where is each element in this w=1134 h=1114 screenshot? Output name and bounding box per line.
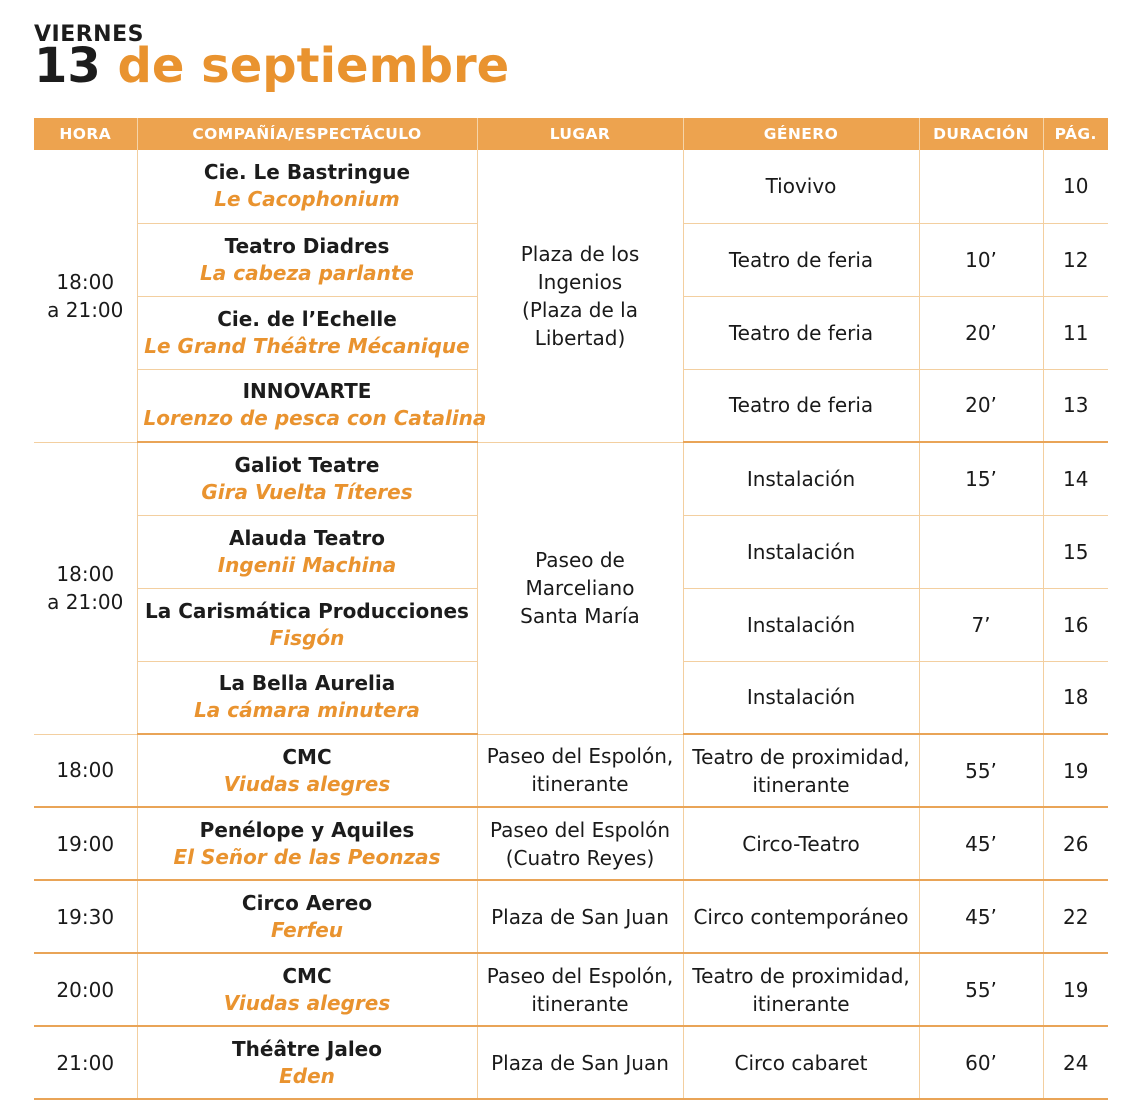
time-cell: 18:00 a 21:00 bbox=[34, 150, 137, 442]
venue-cell: Paseo del Espolón, itinerante bbox=[477, 953, 683, 1026]
company-cell bbox=[137, 588, 477, 661]
venue-cell: Paseo del Espolón (Cuatro Reyes) bbox=[477, 807, 683, 880]
time-cell: 19:00 bbox=[34, 807, 137, 880]
page-cell: 16 bbox=[1043, 588, 1108, 661]
column-header-pag: PÁG. bbox=[1043, 118, 1108, 150]
duration-cell: 10’ bbox=[919, 223, 1043, 296]
company-name: La Bella Aurelia bbox=[218, 671, 396, 696]
show-title: El Señor de las Peonzas bbox=[173, 844, 441, 869]
genre-cell: Instalación bbox=[683, 442, 919, 515]
company-cell bbox=[137, 150, 477, 223]
table-row bbox=[34, 880, 1108, 953]
company-cell bbox=[137, 223, 477, 296]
page-cell: 15 bbox=[1043, 515, 1108, 588]
duration-cell: 20’ bbox=[919, 369, 1043, 442]
company-cell bbox=[137, 953, 477, 1026]
day-number: 13 bbox=[34, 38, 101, 94]
page-cell: 19 bbox=[1043, 734, 1108, 807]
show-title: La cabeza parlante bbox=[200, 260, 414, 285]
duration-cell: 60’ bbox=[919, 1026, 1043, 1099]
table-header-row bbox=[34, 118, 1108, 150]
show-title: Ingenii Machina bbox=[217, 552, 397, 577]
genre-cell: Teatro de feria bbox=[683, 296, 919, 369]
company-name: La Carismática Producciones bbox=[145, 598, 469, 623]
column-header-compania: COMPAÑÍA/ESPECTÁCULO bbox=[137, 118, 477, 150]
genre-cell: Teatro de feria bbox=[683, 223, 919, 296]
page-cell: 22 bbox=[1043, 880, 1108, 953]
duration-cell: 55’ bbox=[919, 734, 1043, 807]
company-cell bbox=[137, 807, 477, 880]
venue-cell: Paseo del Espolón, itinerante bbox=[477, 734, 683, 807]
show-title: Le Grand Théâtre Mécanique bbox=[144, 333, 470, 358]
company-cell bbox=[137, 296, 477, 369]
company-name: Penélope y Aquiles bbox=[199, 817, 415, 842]
company-cell bbox=[137, 661, 477, 734]
duration-cell bbox=[919, 661, 1043, 734]
table-row bbox=[34, 807, 1108, 880]
time-cell: 21:00 bbox=[34, 1026, 137, 1099]
time-cell: 18:00 bbox=[34, 734, 137, 807]
genre-cell: Instalación bbox=[683, 515, 919, 588]
show-title: Ferfeu bbox=[270, 917, 344, 942]
duration-cell: 55’ bbox=[919, 953, 1043, 1026]
page-cell: 26 bbox=[1043, 807, 1108, 880]
page-cell: 19 bbox=[1043, 953, 1108, 1026]
time-cell: 18:00 a 21:00 bbox=[34, 442, 137, 734]
duration-cell: 7’ bbox=[919, 588, 1043, 661]
company-name: Galiot Teatre bbox=[234, 452, 380, 477]
genre-cell: Circo cabaret bbox=[683, 1026, 919, 1099]
genre-cell: Teatro de proximidad, itinerante bbox=[683, 953, 919, 1026]
column-header-genero: GÉNERO bbox=[683, 118, 919, 150]
table-row bbox=[34, 150, 1108, 223]
venue-cell: Paseo de Marceliano Santa María bbox=[477, 442, 683, 734]
schedule-table bbox=[34, 118, 1108, 1100]
table-row bbox=[34, 953, 1108, 1026]
time-cell: 19:30 bbox=[34, 880, 137, 953]
genre-cell: Circo-Teatro bbox=[683, 807, 919, 880]
table-row bbox=[34, 442, 1108, 515]
month-text: de septiembre bbox=[117, 38, 510, 94]
company-name: Teatro Diadres bbox=[224, 233, 390, 258]
page-cell: 11 bbox=[1043, 296, 1108, 369]
company-name: Cie. Le Bastringue bbox=[203, 160, 411, 185]
duration-cell: 45’ bbox=[919, 880, 1043, 953]
duration-cell: 20’ bbox=[919, 296, 1043, 369]
show-title: Viudas alegres bbox=[223, 990, 391, 1015]
page-cell: 18 bbox=[1043, 661, 1108, 734]
column-header-lugar: LUGAR bbox=[477, 118, 683, 150]
table-row bbox=[34, 734, 1108, 807]
show-title: La cámara minutera bbox=[194, 698, 420, 723]
company-cell bbox=[137, 515, 477, 588]
company-name: Alauda Teatro bbox=[228, 525, 386, 550]
genre-cell: Teatro de proximidad, itinerante bbox=[683, 734, 919, 807]
column-header-hora: HORA bbox=[34, 118, 137, 150]
table-row bbox=[34, 1026, 1108, 1099]
page-cell: 10 bbox=[1043, 150, 1108, 223]
page-cell: 14 bbox=[1043, 442, 1108, 515]
show-title: Gira Vuelta Títeres bbox=[201, 479, 413, 504]
venue-cell: Plaza de San Juan bbox=[477, 1026, 683, 1099]
genre-cell: Circo contemporáneo bbox=[683, 880, 919, 953]
page-cell: 13 bbox=[1043, 369, 1108, 442]
venue-cell: Plaza de San Juan bbox=[477, 880, 683, 953]
show-title: Eden bbox=[279, 1063, 335, 1088]
company-name: CMC bbox=[282, 744, 332, 769]
duration-cell: 45’ bbox=[919, 807, 1043, 880]
date-title bbox=[34, 40, 509, 93]
company-cell bbox=[137, 880, 477, 953]
genre-cell: Tiovivo bbox=[683, 150, 919, 223]
venue-cell: Plaza de los Ingenios (Plaza de la Libertad) bbox=[477, 150, 683, 442]
company-name: Cie. de l’Echelle bbox=[217, 306, 397, 331]
show-title: Fisgón bbox=[269, 625, 345, 650]
schedule-body bbox=[34, 150, 1108, 1099]
show-title: Le Cacophonium bbox=[214, 187, 400, 212]
duration-cell bbox=[919, 515, 1043, 588]
weekday-label: VIERNES bbox=[34, 22, 144, 47]
duration-cell: 15’ bbox=[919, 442, 1043, 515]
company-cell bbox=[137, 734, 477, 807]
page-cell: 12 bbox=[1043, 223, 1108, 296]
show-title: Lorenzo de pesca con Catalina bbox=[143, 406, 487, 431]
show-title: Viudas alegres bbox=[223, 771, 391, 796]
company-cell bbox=[137, 369, 487, 442]
duration-cell bbox=[919, 150, 1043, 223]
company-name: INNOVARTE bbox=[242, 379, 372, 404]
genre-cell: Instalación bbox=[683, 661, 919, 734]
company-name: Théâtre Jaleo bbox=[232, 1036, 382, 1061]
column-header-duracion: DURACIÓN bbox=[919, 118, 1043, 150]
genre-cell: Teatro de feria bbox=[683, 369, 919, 442]
genre-cell: Instalación bbox=[683, 588, 919, 661]
time-cell: 20:00 bbox=[34, 953, 137, 1026]
company-name: CMC bbox=[282, 963, 332, 988]
page-cell: 24 bbox=[1043, 1026, 1108, 1099]
company-cell bbox=[137, 442, 477, 515]
company-name: Circo Aereo bbox=[241, 890, 373, 915]
company-cell bbox=[137, 1026, 477, 1099]
